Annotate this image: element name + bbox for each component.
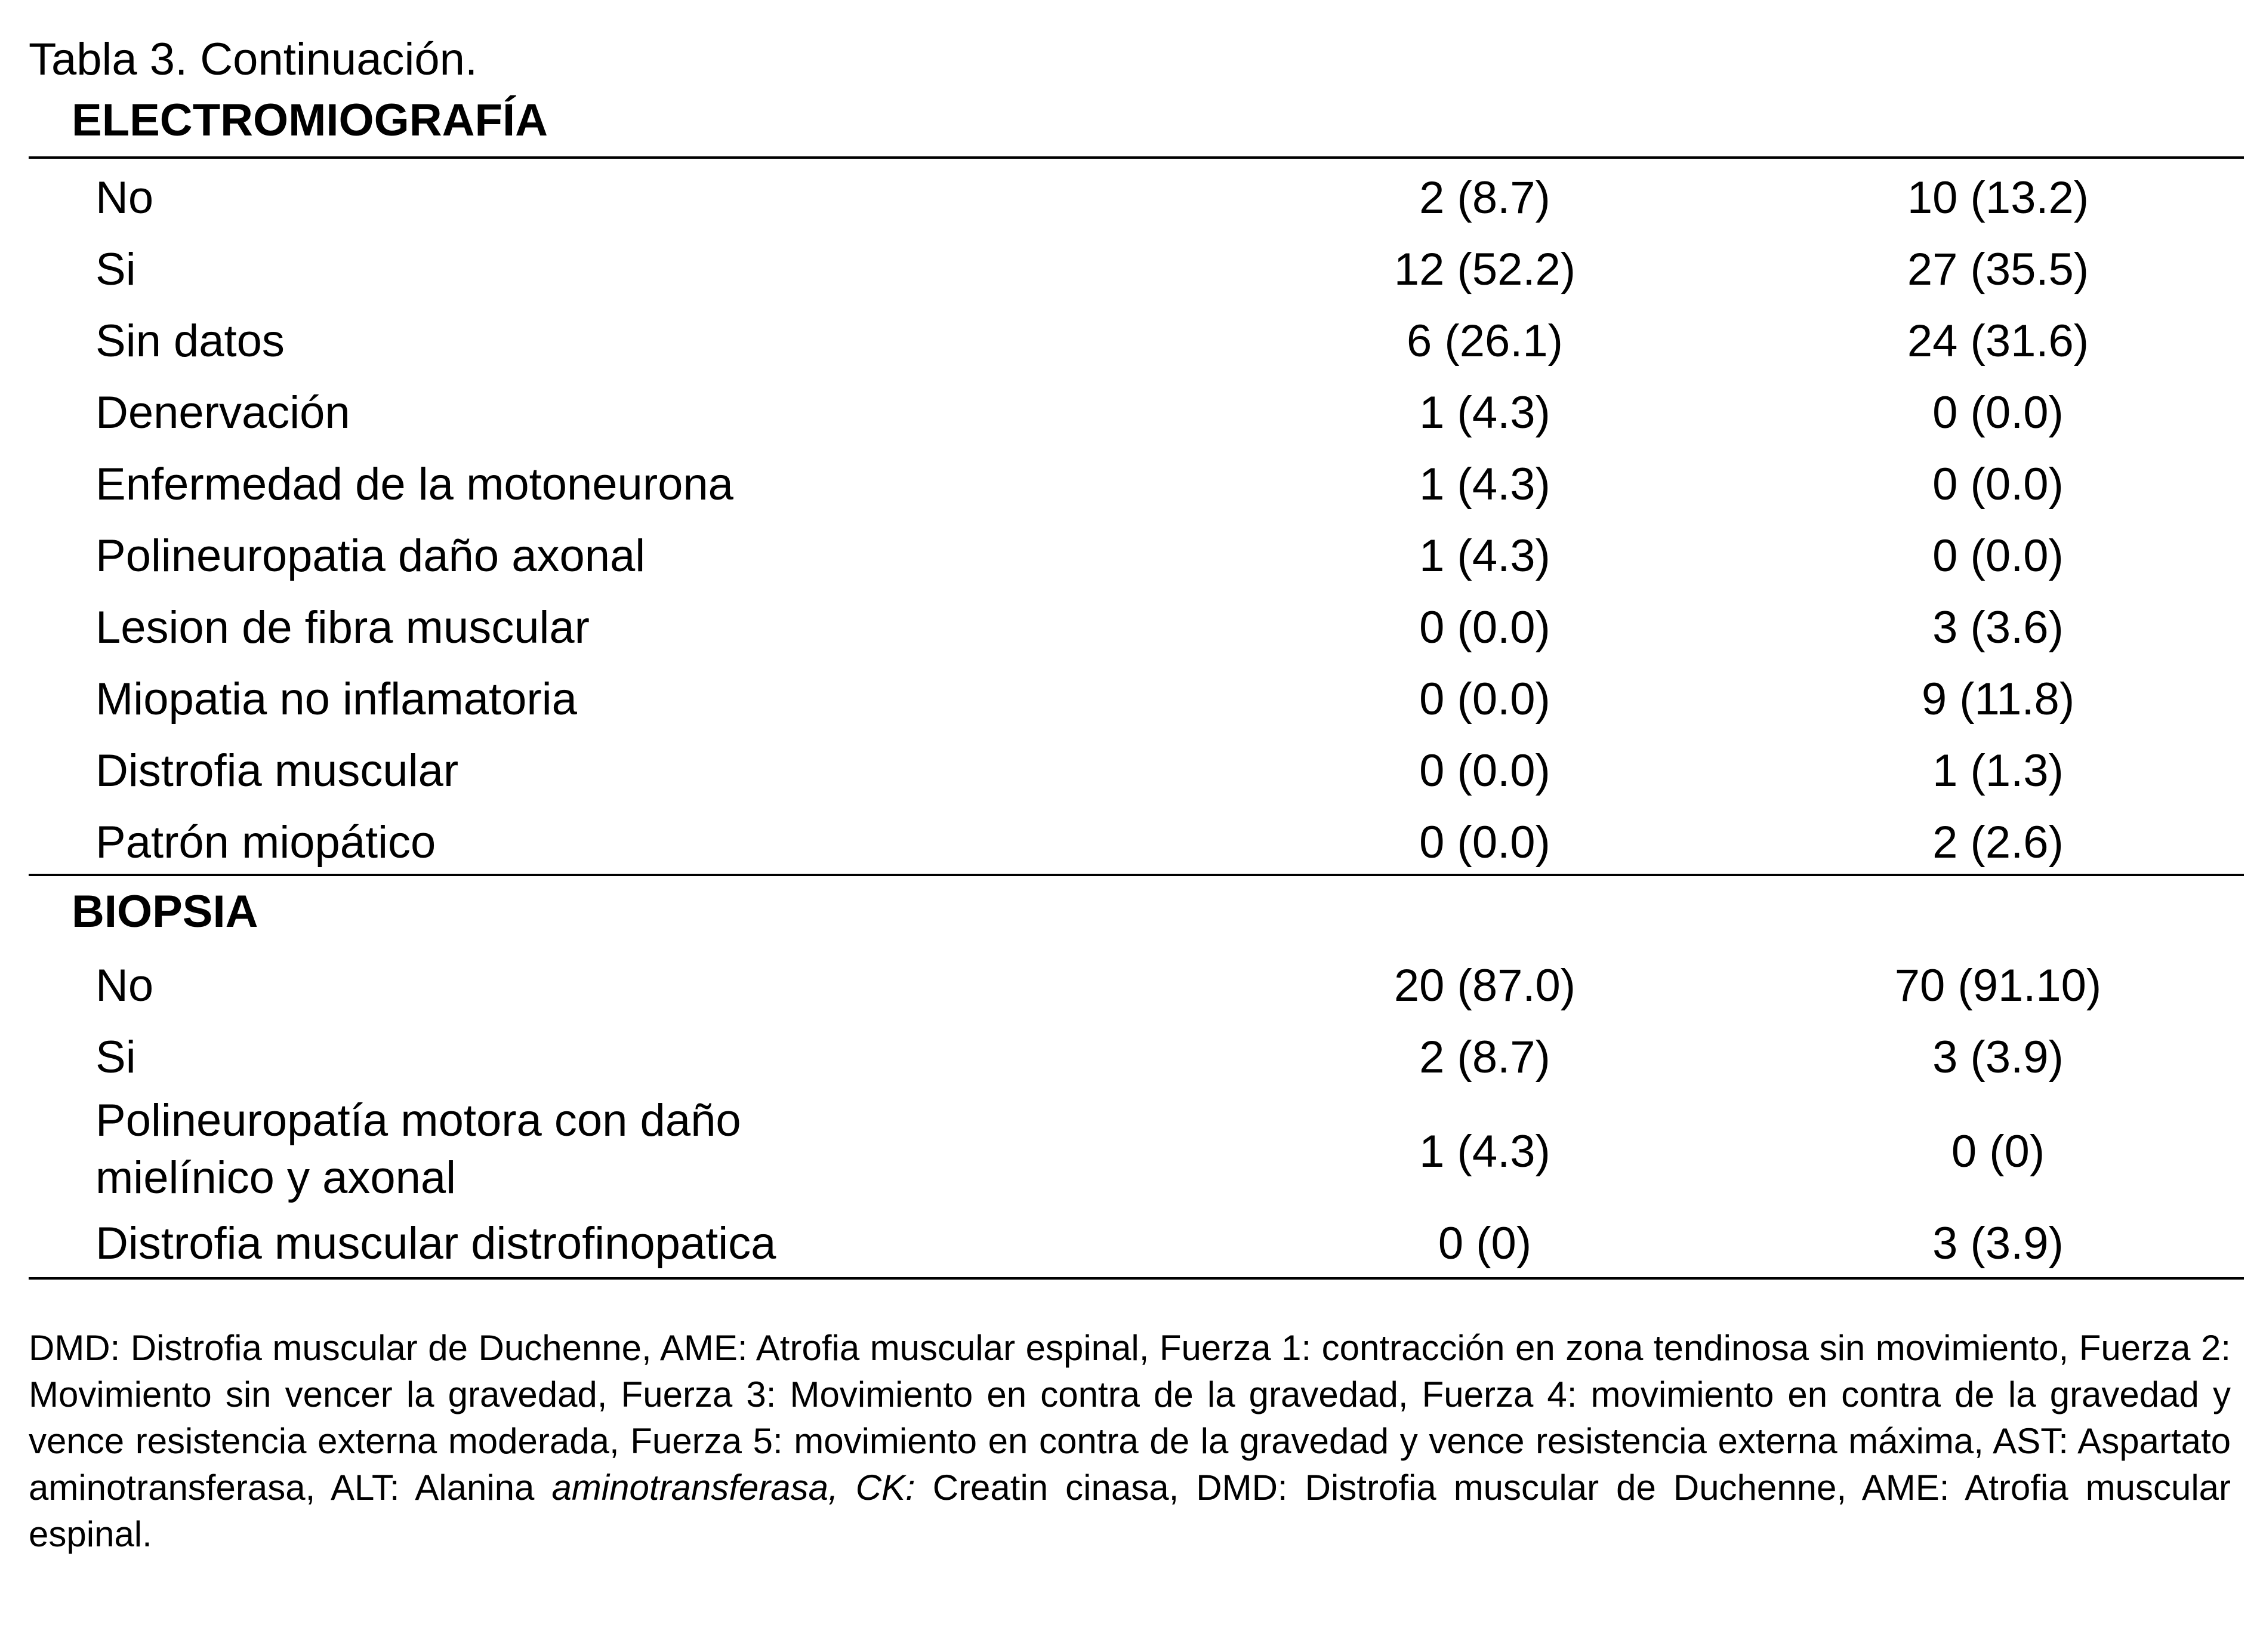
row-value-col2: 10 (13.2) xyxy=(1907,172,2089,223)
row-value-col2: 70 (91.10) xyxy=(1894,960,2102,1011)
row-value-col1: 1 (4.3) xyxy=(1419,387,1550,438)
row-value-col1: 1 (4.3) xyxy=(1419,531,1550,581)
row-value-col1: 1 (4.3) xyxy=(1419,1126,1550,1177)
footnote-italic-text: aminotransferasa, CK: xyxy=(551,1468,915,1508)
footnote-text-end: Creatin cinasa, DMD: Distrofia muscular de Duchenne, AME: Atrofia muscular espinal. xyxy=(29,1468,2231,1554)
row-label: Denervación xyxy=(95,387,350,438)
section-title-electromiografia: ELECTROMIOGRAFÍA xyxy=(72,95,548,146)
row-value-col1: 0 (0.0) xyxy=(1419,602,1550,653)
footnote-text: DMD: Distrofia muscular de Duchenne, AME: Atrofia muscular espinal, Fuerza 1: contracción en zona tendinosa sin movimiento, Fuerza 2: Movimiento sin vencer la gravedad, Fuerza 3: Movimiento en contra de la gravedad, Fuerza 4: movimiento en contra de la gravedad y vence resistencia externa moderada, Fuerza 5: movimiento en contra de la gravedad y vence resistencia externa máxima, AST: Aspartato aminotransferasa, ALT: Alanina xyxy=(29,1328,2231,1508)
row-value-col1: 20 (87.0) xyxy=(1393,960,1576,1011)
row-label: Distrofia muscular distrofinopatica xyxy=(95,1218,776,1269)
row-value-col2: 27 (35.5) xyxy=(1907,244,2089,295)
row-value-col1: 0 (0.0) xyxy=(1419,745,1550,796)
row-value-col2: 3 (3.9) xyxy=(1932,1032,2064,1083)
row-label: No xyxy=(95,172,154,223)
row-value-col1: 6 (26.1) xyxy=(1407,316,1563,366)
row-label: Sin datos xyxy=(95,316,285,366)
row-value-col2: 0 (0.0) xyxy=(1932,459,2064,510)
row-value-col1: 2 (8.7) xyxy=(1419,172,1550,223)
row-label: Polineuropatia daño axonal xyxy=(95,531,646,581)
row-label: Lesion de fibra muscular xyxy=(95,602,590,653)
rule-section-divider xyxy=(29,874,2244,876)
row-value-col2: 24 (31.6) xyxy=(1907,316,2089,366)
row-value-col2: 0 (0) xyxy=(1951,1126,2045,1177)
row-value-col2: 9 (11.8) xyxy=(1921,674,2075,725)
row-value-col1: 0 (0.0) xyxy=(1419,674,1550,725)
row-value-col2: 0 (0.0) xyxy=(1932,531,2064,581)
row-label: Polineuropatía motora con daño mielínico y axonal xyxy=(95,1095,741,1203)
row-value-col2: 3 (3.9) xyxy=(1932,1218,2064,1269)
row-value-col2: 1 (1.3) xyxy=(1932,745,2064,796)
row-value-col1: 0 (0) xyxy=(1438,1218,1532,1269)
table-caption: Tabla 3. Continuación. xyxy=(29,34,478,85)
row-value-col1: 0 (0.0) xyxy=(1419,817,1550,868)
row-label: Distrofia muscular xyxy=(95,745,459,796)
rule-bottom xyxy=(29,1277,2244,1280)
row-label: Si xyxy=(95,244,136,295)
row-label: Miopatia no inflamatoria xyxy=(95,674,577,725)
row-value-col2: 2 (2.6) xyxy=(1932,817,2064,868)
row-value-col1: 1 (4.3) xyxy=(1419,459,1550,510)
row-label: Enfermedad de la motoneurona xyxy=(95,459,733,510)
row-label: Patrón miopático xyxy=(95,817,436,868)
table-footnote xyxy=(29,1325,2231,1558)
row-value-col2: 0 (0.0) xyxy=(1932,387,2064,438)
row-value-col1: 2 (8.7) xyxy=(1419,1032,1550,1083)
row-label: Si xyxy=(95,1032,136,1083)
row-value-col1: 12 (52.2) xyxy=(1393,244,1576,295)
row-label: No xyxy=(95,960,154,1011)
row-value-col2: 3 (3.6) xyxy=(1932,602,2064,653)
rule-top xyxy=(29,156,2244,159)
section-title-biopsia: BIOPSIA xyxy=(72,886,258,937)
